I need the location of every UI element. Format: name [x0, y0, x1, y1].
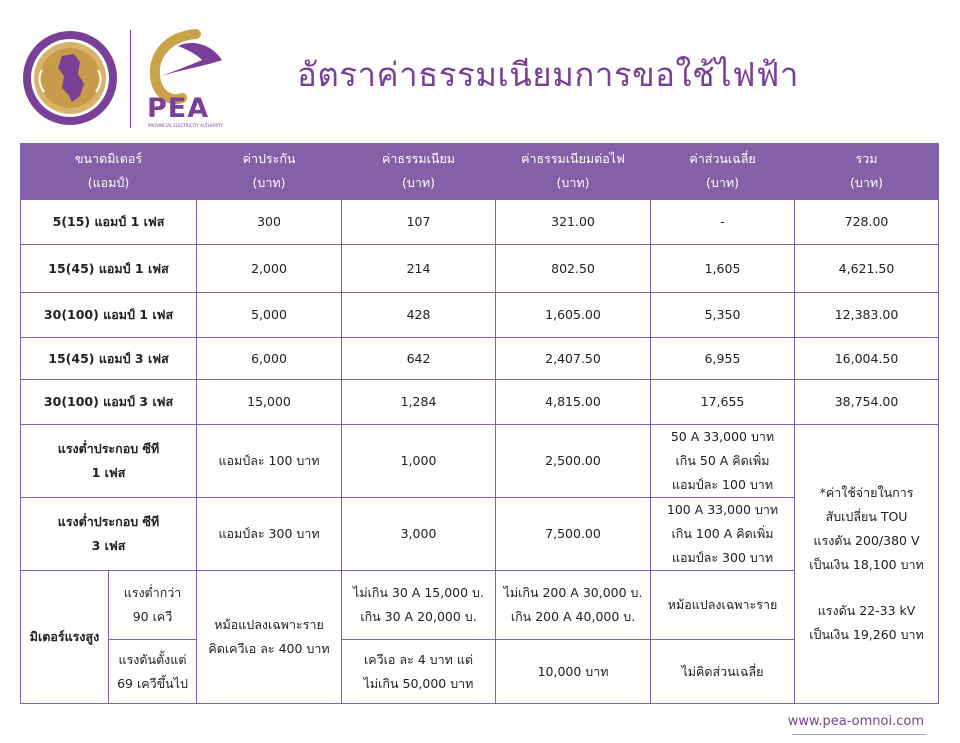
- table-row-ct-1phase: แรงต่ำประกอบ ซีที 1 เฟส แอมป์ละ 100 บาท 1,000 2,500.00 50 A 33,000 บาท เกิน 50 A คิดเพิ่ม แอมป์ละ 100 บาท *ค่าใช้จ่ายในการ สับเปลี่ยน TOU แรงดัน 200/380 V เป็นเงิน 18,100 บาท แรงดัน 22-33 kV เป็นเงิน 19,260 บาท: [21, 425, 939, 498]
- column-header-share: ค่าส่วนเฉลี่ย (บาท): [651, 143, 795, 200]
- column-header-meter: ขนาดมิเตอร์ (แอมป์): [21, 143, 197, 200]
- table-row: 15(45) แอมป์ 1 เฟส 2,000 214 802.50 1,605 4,621.50: [21, 245, 939, 293]
- column-header-fee: ค่าธรรมเนียม (บาท): [342, 143, 496, 200]
- pea-seal-icon: [22, 30, 118, 126]
- column-header-total: รวม (บาท): [795, 143, 939, 200]
- table-row: 15(45) แอมป์ 3 เฟส 6,000 642 2,407.50 6,955 16,004.50: [21, 338, 939, 380]
- hv-label: มิเตอร์แรงสูง: [21, 571, 109, 704]
- column-header-connect: ค่าธรรมเนียมต่อไฟ (บาท): [496, 143, 651, 200]
- table-row-ct-3phase: แรงต่ำประกอบ ซีที 3 เฟส แอมป์ละ 300 บาท 3,000 7,500.00 100 A 33,000 บาท เกิน 100 A คิดเพิ่ม แอมป์ละ 300 บาท: [21, 498, 939, 571]
- table-row: 30(100) แอมป์ 3 เฟส 15,000 1,284 4,815.00 17,655 38,754.00: [21, 380, 939, 425]
- table-header-row: [21, 143, 939, 200]
- table-row: 5(15) แอมป์ 1 เฟส 300 107 321.00 - 728.00: [21, 200, 939, 245]
- fee-table: [20, 143, 939, 704]
- pea-logo-subtext: PROVINCIAL ELECTRICITY AUTHORITY: [148, 123, 224, 128]
- footer-url[interactable]: www.pea-omnoi.com: [787, 714, 924, 729]
- footer-underline: [792, 734, 926, 735]
- page-header: [0, 0, 960, 140]
- pea-logo-text: PEA: [147, 93, 210, 124]
- page-title: อัตราค่าธรรมเนียมการขอใช้ไฟฟ้า: [297, 55, 799, 94]
- table-row-hv-2: แรงดันตั้งแต่ 69 เควีขึ้นไป เควีเอ ละ 4 บาท แต่ ไม่เกิน 50,000 บาท 10,000 บาท ไม่คิดส่วนเฉลี่ย: [21, 640, 939, 704]
- logo-divider: [130, 30, 131, 128]
- table-row: 30(100) แอมป์ 1 เฟส 5,000 428 1,605.00 5,350 12,383.00: [21, 293, 939, 338]
- column-header-deposit: ค่าประกัน (บาท): [197, 143, 342, 200]
- tou-note: *ค่าใช้จ่ายในการ สับเปลี่ยน TOU แรงดัน 200/380 V เป็นเงิน 18,100 บาท แรงดัน 22-33 kV เป็นเงิน 19,260 บาท: [795, 425, 939, 704]
- table-row-hv-1: มิเตอร์แรงสูง แรงต่ำกว่า 90 เควี หม้อแปลงเฉพาะราย คิดเควีเอ ละ 400 บาท ไม่เกิน 30 A 15,000 บ. เกิน 30 A 20,000 บ. ไม่เกิน 200 A 30,000 บ. เกิน 200 A 40,000 บ. หม้อแปลงเฉพาะราย: [21, 571, 939, 640]
